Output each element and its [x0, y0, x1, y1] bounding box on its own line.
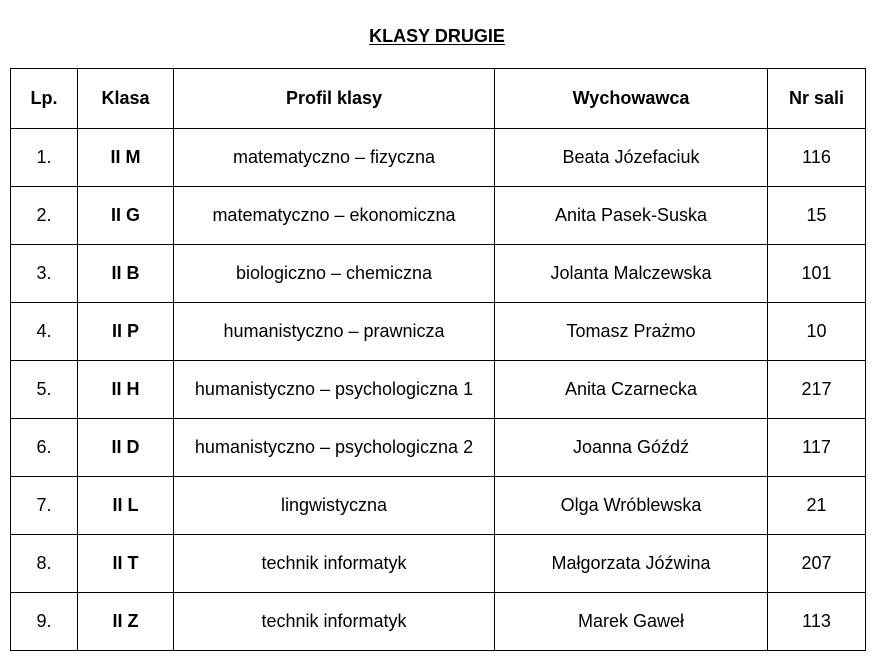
page-title: [0, 26, 874, 47]
cell-nr-sali: 10: [768, 303, 866, 361]
cell-klasa: II B: [78, 245, 174, 303]
cell-nr-sali: 207: [768, 535, 866, 593]
cell-wychowawca: Olga Wróblewska: [495, 477, 768, 535]
cell-klasa: II T: [78, 535, 174, 593]
cell-nr-sali: 21: [768, 477, 866, 535]
cell-nr-sali: 116: [768, 129, 866, 187]
cell-nr-sali: 113: [768, 593, 866, 651]
cell-wychowawca: Beata Józefaciuk: [495, 129, 768, 187]
cell-wychowawca: Anita Pasek-Suska: [495, 187, 768, 245]
cell-profil: matematyczno – ekonomiczna: [174, 187, 495, 245]
cell-profil: lingwistyczna: [174, 477, 495, 535]
cell-klasa: II Z: [78, 593, 174, 651]
cell-klasa: II G: [78, 187, 174, 245]
table-row: [11, 535, 866, 593]
cell-wychowawca: Anita Czarnecka: [495, 361, 768, 419]
cell-profil: biologiczno – chemiczna: [174, 245, 495, 303]
cell-nr-sali: 15: [768, 187, 866, 245]
cell-lp: 6.: [11, 419, 78, 477]
table-row: [11, 245, 866, 303]
cell-profil: technik informatyk: [174, 593, 495, 651]
table-row: [11, 419, 866, 477]
cell-lp: 1.: [11, 129, 78, 187]
table-row: [11, 361, 866, 419]
header-klasa: Klasa: [78, 69, 174, 129]
cell-profil: humanistyczno – psychologiczna 2: [174, 419, 495, 477]
cell-nr-sali: 217: [768, 361, 866, 419]
cell-klasa: II D: [78, 419, 174, 477]
table-row: [11, 303, 866, 361]
cell-lp: 9.: [11, 593, 78, 651]
cell-wychowawca: Tomasz Prażmo: [495, 303, 768, 361]
cell-klasa: II P: [78, 303, 174, 361]
cell-profil: humanistyczno – psychologiczna 1: [174, 361, 495, 419]
cell-lp: 7.: [11, 477, 78, 535]
cell-wychowawca: Jolanta Malczewska: [495, 245, 768, 303]
cell-wychowawca: Małgorzata Jóźwina: [495, 535, 768, 593]
cell-lp: 4.: [11, 303, 78, 361]
header-lp: Lp.: [11, 69, 78, 129]
table-header-row: [11, 69, 866, 129]
cell-wychowawca: Joanna Góźdź: [495, 419, 768, 477]
cell-profil: technik informatyk: [174, 535, 495, 593]
cell-lp: 5.: [11, 361, 78, 419]
cell-nr-sali: 117: [768, 419, 866, 477]
cell-nr-sali: 101: [768, 245, 866, 303]
cell-profil: matematyczno – fizyczna: [174, 129, 495, 187]
cell-profil: humanistyczno – prawnicza: [174, 303, 495, 361]
cell-klasa: II L: [78, 477, 174, 535]
table-row: [11, 477, 866, 535]
header-wychowawca: Wychowawca: [495, 69, 768, 129]
cell-klasa: II M: [78, 129, 174, 187]
cell-lp: 2.: [11, 187, 78, 245]
table-row: [11, 593, 866, 651]
header-nr-sali: Nr sali: [768, 69, 866, 129]
classes-table: [10, 68, 866, 651]
cell-klasa: II H: [78, 361, 174, 419]
header-profil: Profil klasy: [174, 69, 495, 129]
table-row: [11, 129, 866, 187]
page-title-text: KLASY DRUGIE: [369, 26, 505, 46]
cell-lp: 3.: [11, 245, 78, 303]
table-row: [11, 187, 866, 245]
cell-lp: 8.: [11, 535, 78, 593]
cell-wychowawca: Marek Gaweł: [495, 593, 768, 651]
